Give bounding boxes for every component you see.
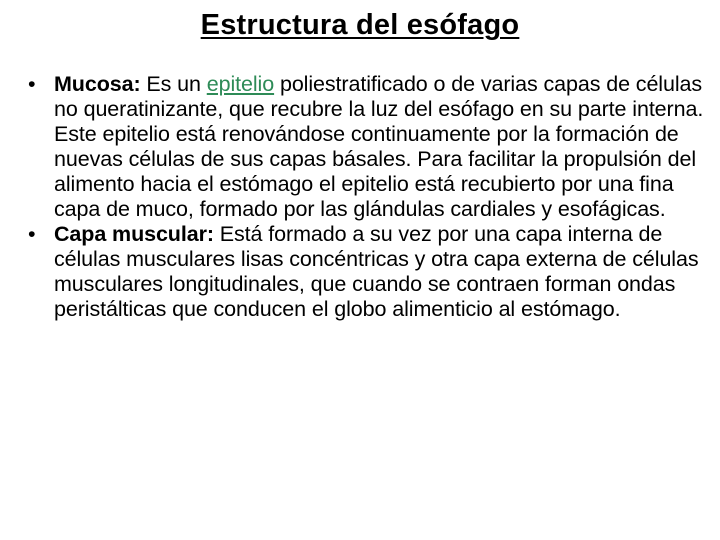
slide-title: Estructura del esófago — [200, 9, 520, 41]
capa-muscular-text: Está formado a su vez por una capa interna de células musculares lisas concéntricas y otra capa externa de células musculares longitudinales, que cuando se contraen forman ondas peristálticas que conducen el globo alimenticio al estómago. — [54, 222, 699, 321]
term-mucosa: Mucosa: — [54, 72, 141, 96]
mucosa-text-before-link: Es un — [140, 72, 207, 96]
mucosa-text-after-link: poliestratificado o de varias capas de células no queratinizante, que recubre la luz del esófago en su parte interna. Este epitelio está renovándose continuamente por la formación de nuevas células de sus capas básales. Para facilitar la propulsión del alimento hacia el estómago el epitelio está recubierto por una fina capa de muco, formado por las glándulas cardiales y esofágicas. — [54, 72, 704, 221]
epitelio-link[interactable]: epitelio — [206, 72, 275, 96]
term-capa-muscular: Capa muscular: — [54, 222, 214, 246]
bullet-icon: • — [28, 222, 36, 246]
bullet-item-capa-muscular — [28, 222, 716, 322]
bullet-list — [28, 72, 716, 322]
bullet-icon: • — [28, 72, 36, 96]
bullet-item-mucosa — [28, 72, 716, 222]
